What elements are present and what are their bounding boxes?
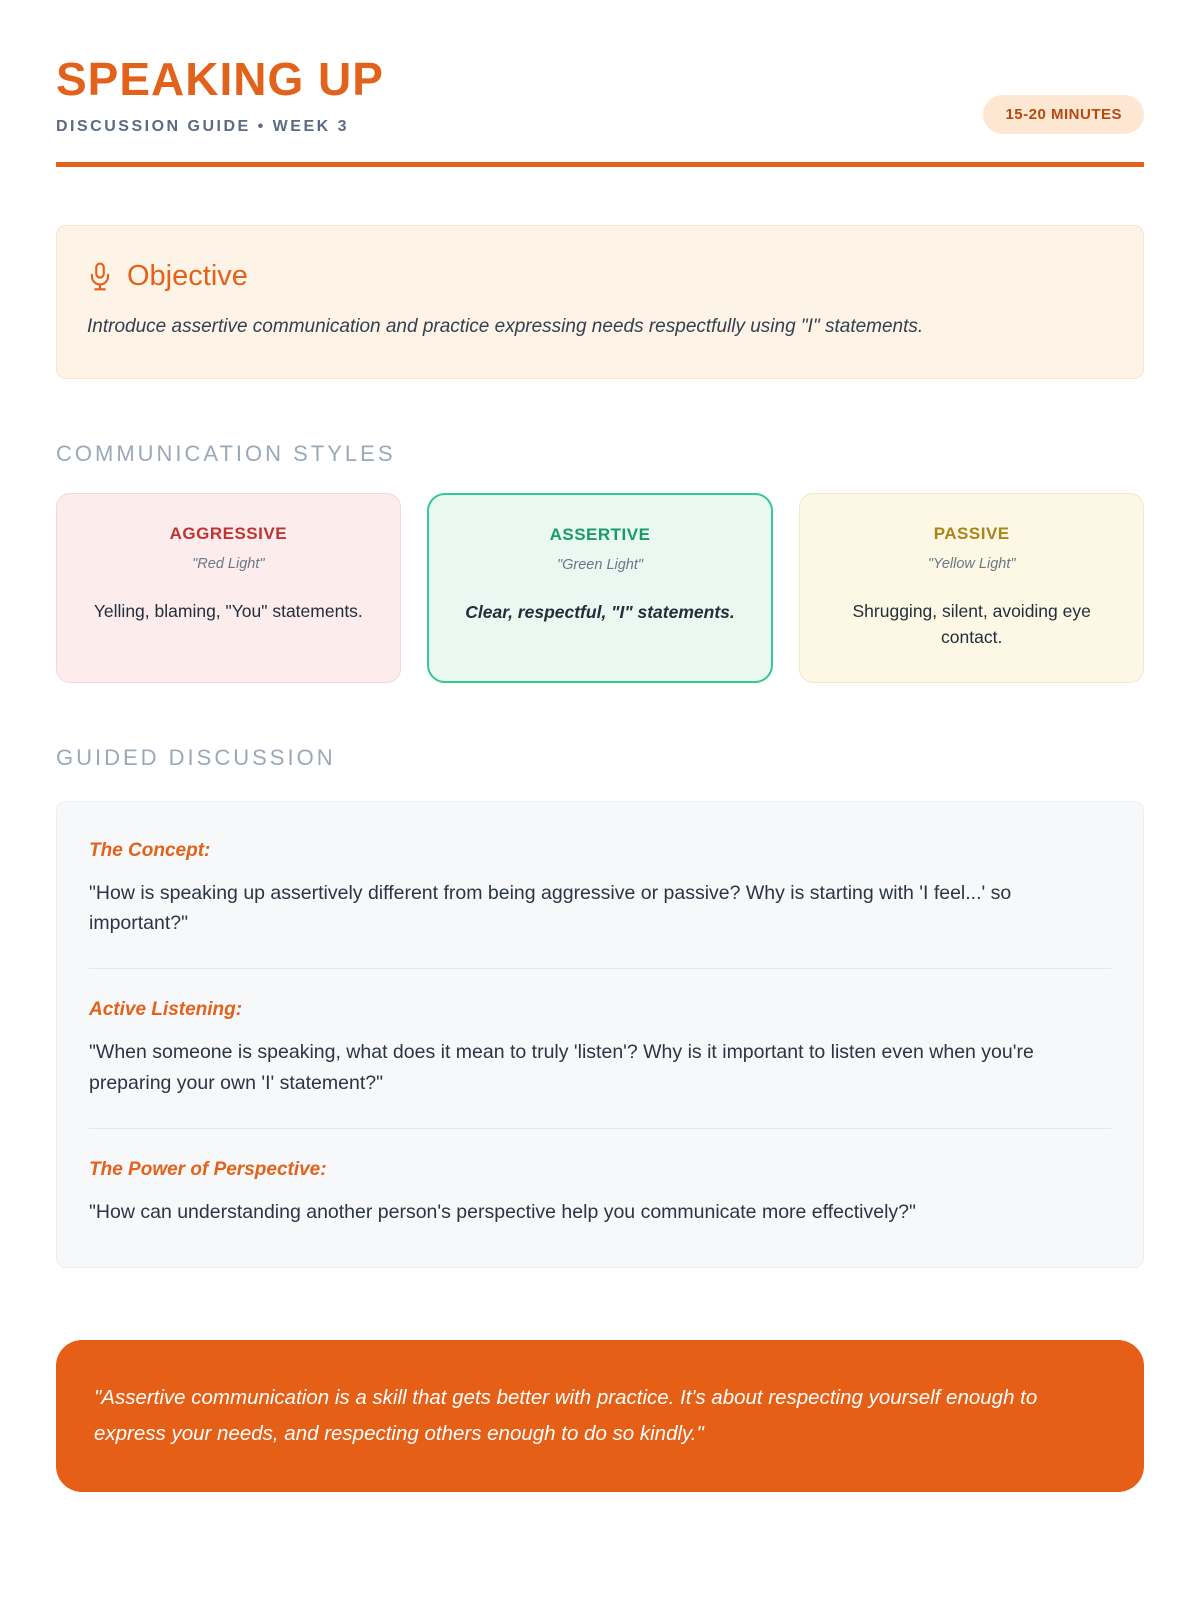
card-title: AGGRESSIVE [169, 523, 288, 543]
objective-heading-label: Objective [127, 260, 248, 292]
closing-quote-text: "Assertive communication is a skill that gets better with practice. It's about respecting yourself enough to express your needs, and respecting others enough to do so kindly." [94, 1386, 1038, 1445]
duration-badge: 15-20 MINUTES [983, 95, 1144, 134]
discussion-item-question: "When someone is speaking, what does it mean to truly 'listen'? Why is it important to listen even when you're preparing your own 'I' statement?" [89, 1041, 1034, 1094]
card-subtitle: "Yellow Light" [927, 555, 1016, 572]
card-passive [799, 493, 1144, 684]
header-titles [56, 52, 384, 136]
card-description: Yelling, blaming, "You" statements. [93, 600, 363, 621]
discussion-divider [89, 968, 1111, 969]
card-description: Shrugging, silent, avoiding eye contact. [852, 600, 1091, 647]
page-title: SPEAKING UP [56, 53, 384, 105]
guided-discussion-panel [56, 801, 1144, 1268]
discussion-item [89, 999, 1111, 1097]
discussion-item-question: "How can understanding another person's perspective help you communicate more effectively?" [89, 1200, 916, 1223]
objective-heading [87, 260, 1113, 293]
communication-style-cards [56, 493, 1144, 684]
header-divider [56, 162, 1144, 167]
section-title-communication-styles: COMMUNICATION STYLES [56, 440, 396, 466]
card-assertive [427, 493, 774, 684]
discussion-item [89, 1159, 1111, 1227]
header [56, 52, 1144, 136]
objective-section [56, 225, 1144, 379]
objective-text: Introduce assertive communication and practice expressing needs respectfully using "I" statements. [87, 316, 924, 337]
card-title: PASSIVE [933, 523, 1010, 543]
section-title-guided-discussion: GUIDED DISCUSSION [56, 745, 336, 770]
card-subtitle: "Red Light" [192, 555, 265, 572]
microphone-icon [87, 262, 113, 292]
closing-quote-banner [56, 1340, 1144, 1492]
discussion-item-label: The Power of Perspective: [89, 1158, 327, 1180]
card-aggressive [56, 493, 401, 684]
card-title: ASSERTIVE [549, 524, 651, 544]
card-subtitle: "Green Light" [556, 556, 644, 573]
discussion-item [89, 840, 1111, 938]
discussion-item-question: "How is speaking up assertively different from being aggressive or passive? Why is starting with 'I feel...' so important?" [89, 882, 1012, 935]
discussion-divider [89, 1128, 1111, 1129]
discussion-item-label: The Concept: [89, 840, 211, 861]
page-subtitle: DISCUSSION GUIDE • WEEK 3 [56, 118, 350, 135]
card-description: Clear, respectful, "I" statements. [465, 601, 735, 622]
discussion-item-label: Active Listening: [89, 999, 243, 1021]
